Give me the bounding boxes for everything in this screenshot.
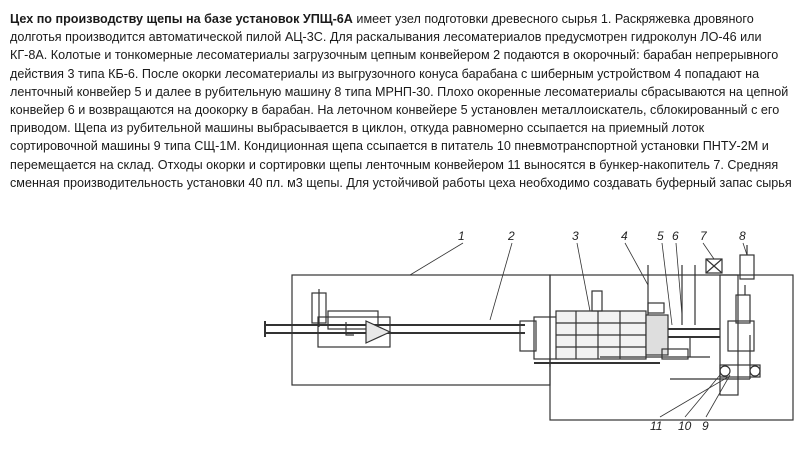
- paragraph-lead: Цех по производству щепы на базе установок УПЩ-6А: [10, 12, 353, 26]
- label-5: 5: [657, 229, 664, 243]
- label-1: 1: [458, 229, 465, 243]
- equipment-schematic: [250, 225, 795, 440]
- paragraph-body: имеет узел подготовки древесного сырья 1. Раскряжевка дровяного долготья производится автоматической пилой АЦ-3С. Для раскалывания лесоматериалов предусмотрен гидроколун ЛО-46 или КГ-8А. Колотые и тонкомерные лесоматериалы загрузочным цепным конвейером 2 подаются в окорочный: барабан непрерывного действия 3 типа КБ-6. После окорки лесоматериалы из выгрузочного конуса барабана с шиберным устройством 4 попадают на ленточный конвейер 5 и далее в рубительную машину 8 типа МРНП-30. Плохо окоренные лесоматериалы сбрасываются на цепной конвейер 6 и возвращаются на доокорку в барабан. На леточном конвейере 5 установлен металлоискатель, сблокированный с его приводом. Щепа из рубительной машины выбрасывается в циклон, откуда равномерно ссыпается на приемный лоток сортировочной машины 9 типа СЩ-1М. Кондиционная щепа ссыпается в питатель 10 пневмотранспортной установки ПНТУ-2М и перемещается на склад. Отходы окорки и сортировки щепы ленточным конвейером 11 выносятся в бункер-накопитель 7. Средняя сменная производительность установки 40 пл. м3 щепы. Для устойчивой работы цеха необходимо создавать буферный запас сырья: [10, 12, 792, 190]
- label-9: 9: [702, 419, 709, 433]
- label-6: 6: [672, 229, 679, 243]
- label-11: 11: [650, 419, 663, 433]
- description-paragraph: [10, 10, 794, 192]
- label-10: 10: [678, 419, 692, 433]
- label-4: 4: [621, 229, 628, 243]
- label-3: 3: [572, 229, 579, 243]
- label-2: 2: [508, 229, 515, 243]
- label-8: 8: [739, 229, 746, 243]
- enclosure-left: [292, 275, 550, 385]
- label-7: 7: [700, 229, 707, 243]
